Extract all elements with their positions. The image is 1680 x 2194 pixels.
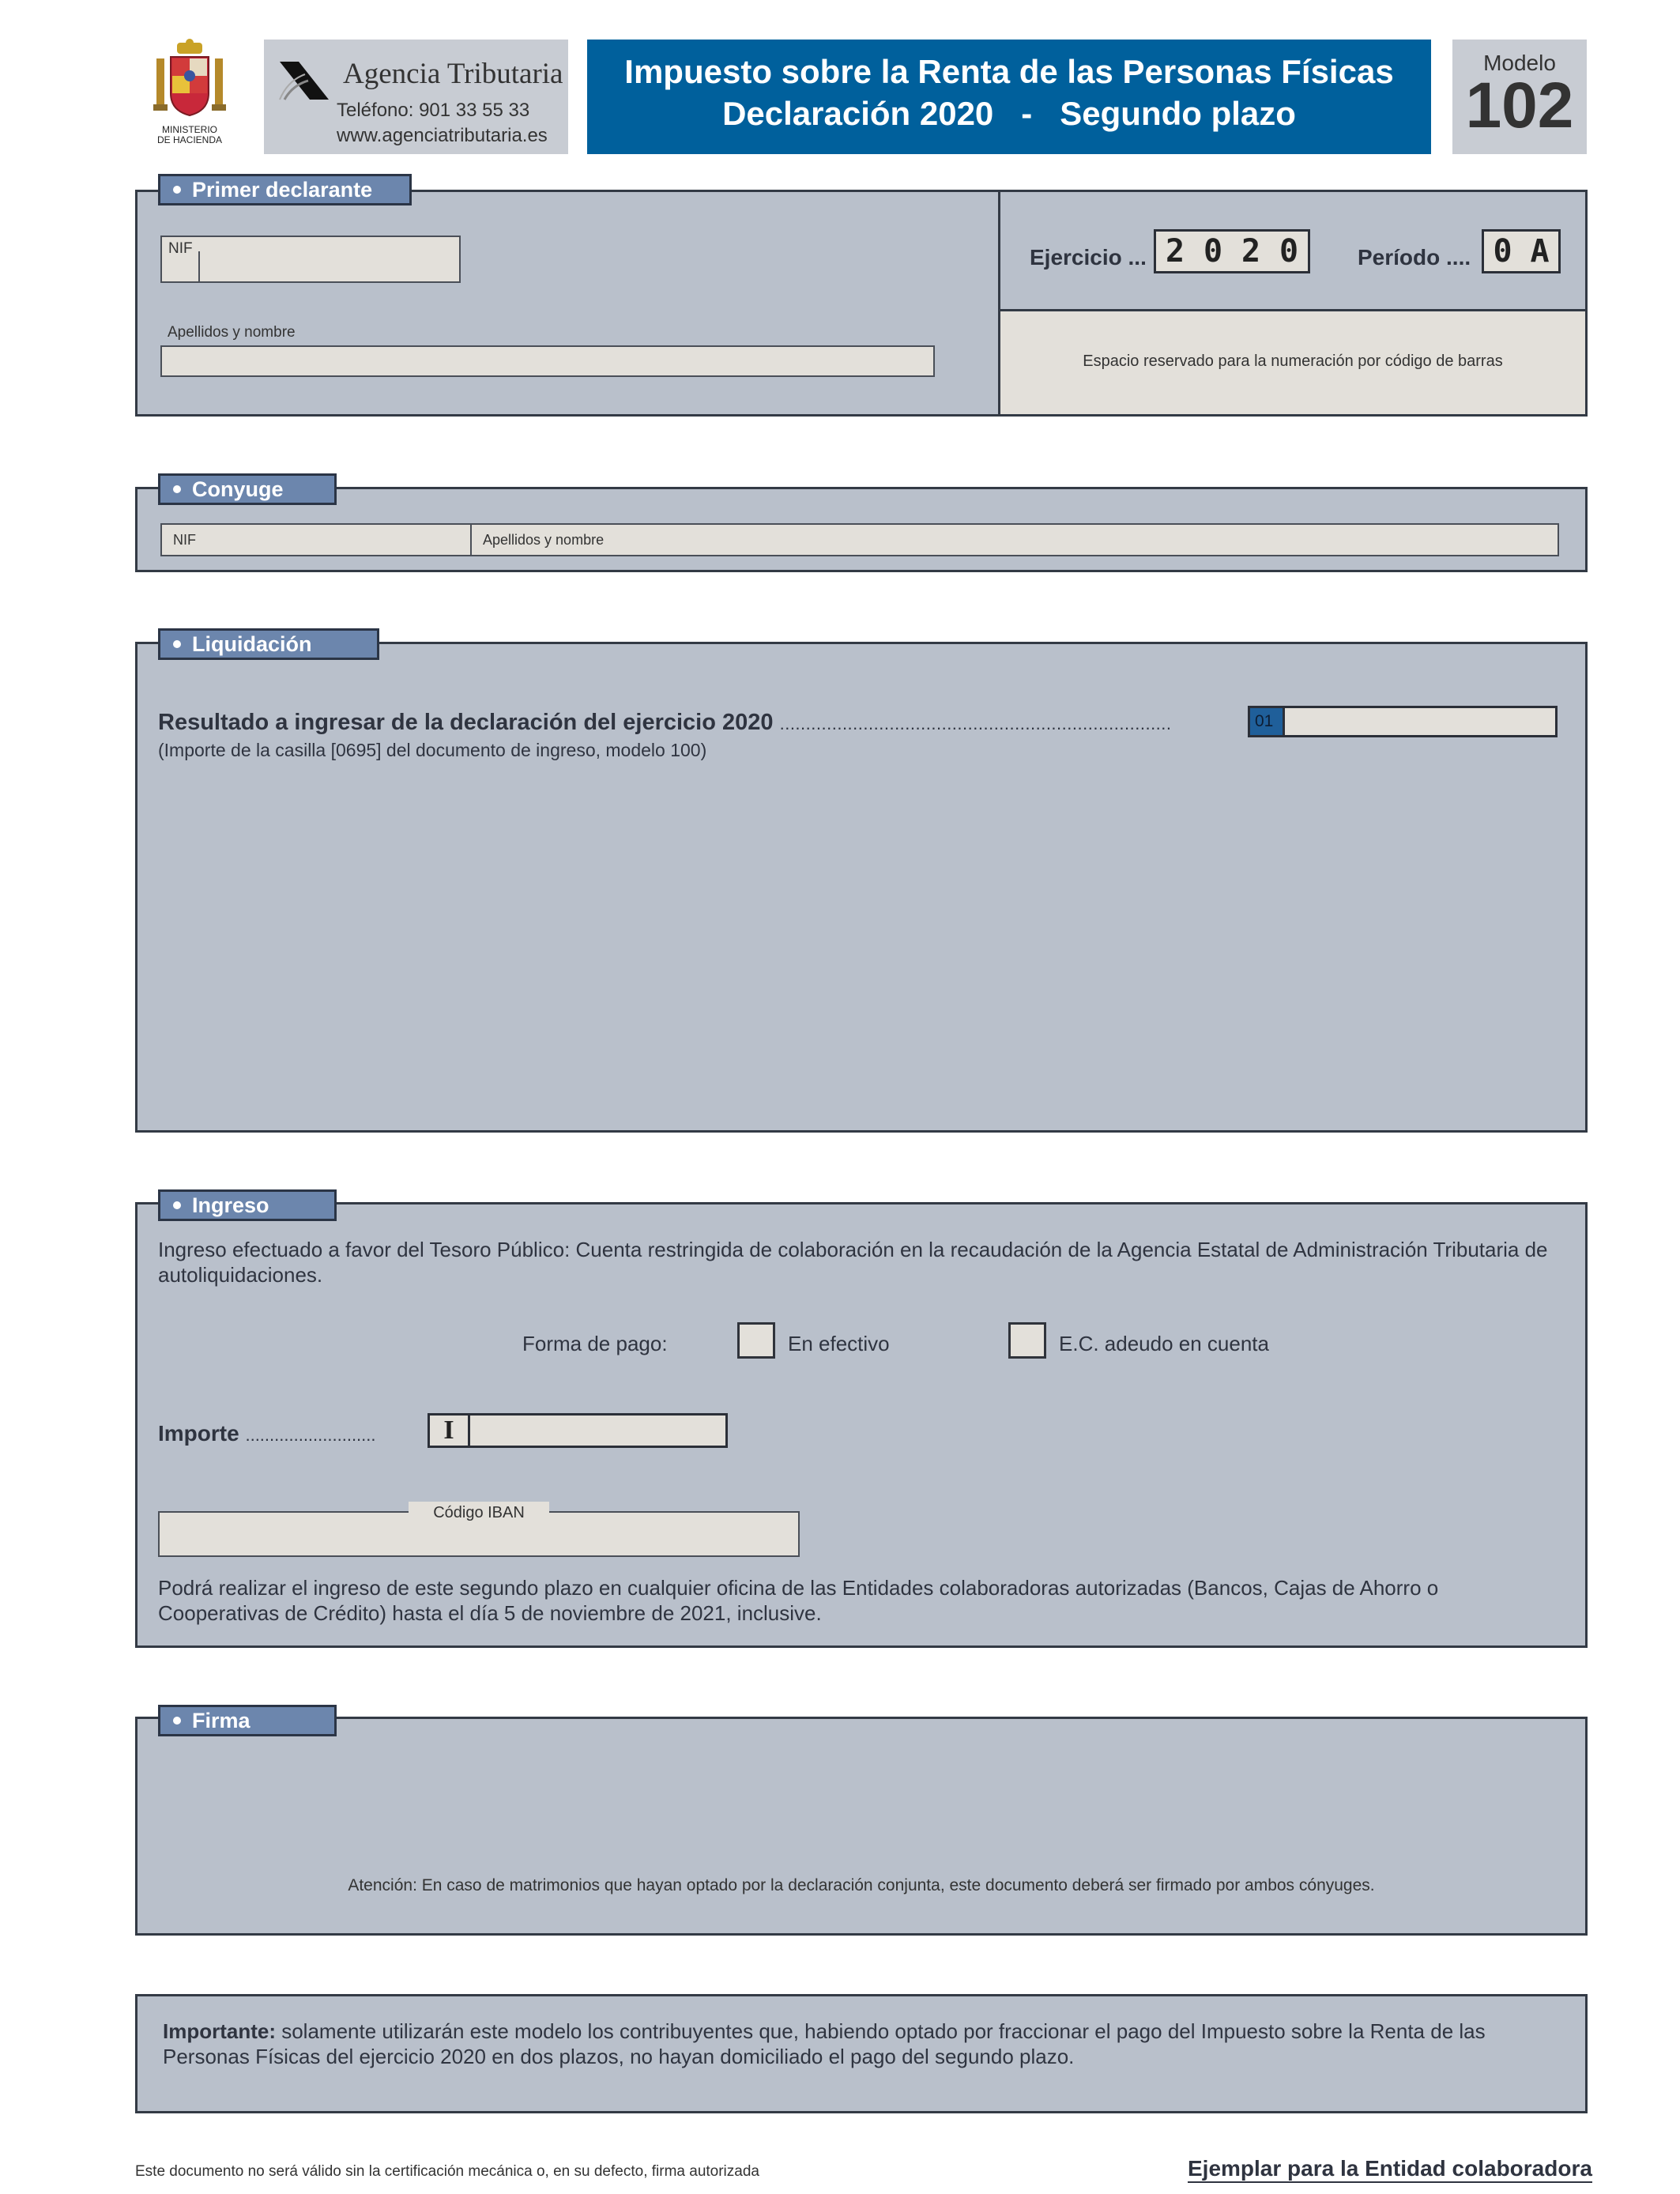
bullet-icon [173, 1717, 181, 1725]
ejercicio-label: Ejercicio ... [1030, 245, 1147, 270]
barcode-area [1000, 311, 1585, 414]
ejercicio-value [1154, 229, 1310, 273]
bullet-icon [173, 186, 181, 194]
footer-copy-label: Ejemplar para la Entidad colaboradora [1188, 2156, 1592, 2183]
conyuge-fields [160, 523, 1559, 556]
leader-dots: ........................................................................... [779, 714, 1172, 733]
form-title-line-1: Impuesto sobre la Renta de las Personas Físicas [624, 53, 1394, 90]
conyuge-apellidos-label: Apellidos y nombre [483, 532, 605, 548]
ingreso-intro: Ingreso efectuado a favor del Tesoro Público: Cuenta restringida de colaboración en la recaudación de la Agencia Estatal de Administración Tributaria de autoliquidaciones. [158, 1238, 1548, 1287]
form-title-line-2: Declaración 2020 - Segundo plazo [722, 95, 1296, 132]
section-tag-liquidacion [158, 628, 379, 660]
ejercicio-digit: 0 [1203, 233, 1223, 270]
agency-website: www.agenciatributaria.es [337, 125, 548, 146]
title-band [587, 40, 1431, 154]
conyuge-nif-label: NIF [173, 532, 196, 548]
section-title: Firma [192, 1709, 250, 1732]
ejercicio-digit: 0 [1279, 233, 1299, 270]
bullet-icon [173, 485, 181, 493]
section-title: Liquidación [192, 632, 312, 656]
section-title: Ingreso [192, 1193, 269, 1217]
section-tag-firma [158, 1705, 337, 1736]
importante-text [163, 2019, 1561, 2069]
section-tag-ingreso [158, 1189, 337, 1221]
periodo-digit: A [1530, 233, 1550, 270]
modelo-number: 102 [1465, 70, 1574, 141]
section-tag-conyuge [158, 473, 337, 505]
section-title: Conyuge [192, 477, 284, 501]
importe-code: I [430, 1416, 470, 1446]
ministry-line-1: MINISTERIO [161, 124, 217, 135]
periodo-digit: 0 [1493, 233, 1512, 270]
iban-label: Código IBAN [409, 1502, 549, 1524]
conyuge-nif-field[interactable] [162, 525, 472, 555]
box-code-01: 01 [1250, 708, 1285, 735]
agency-logo-icon [277, 57, 332, 104]
efectivo-checkbox[interactable] [737, 1322, 775, 1359]
nif-check-divider [198, 251, 200, 283]
coat-of-arms-logo [142, 38, 237, 125]
ingreso-note: Podrá realizar el ingreso de este segundo plazo en cualquier oficina de las Entidades colaboradoras autorizadas (Bancos, Cajas de Ahorro o Cooperativas de Crédito) hasta el día 5 de noviembre de 2021, inclusive. [158, 1576, 1439, 1625]
ministry-line-2: DE HACIENDA [156, 134, 222, 145]
resultado-note: (Importe de la casilla [0695] del documento de ingreso, modelo 100) [158, 740, 707, 760]
agency-box [264, 40, 568, 154]
forma-pago-label: Forma de pago: [522, 1332, 668, 1355]
adeudo-checkbox[interactable] [1008, 1322, 1046, 1359]
agency-phone: Teléfono: 901 33 55 33 [337, 100, 530, 121]
importante-panel [135, 1994, 1588, 2113]
periodo-value [1482, 229, 1561, 273]
importante-label: Importante: [163, 2019, 276, 2043]
resultado-label [158, 710, 1172, 736]
firma-signature-area[interactable] [158, 1747, 1565, 1865]
periodo-label: Período .... [1358, 245, 1471, 270]
bullet-icon [173, 640, 181, 648]
leader-dots: ........................... [245, 1425, 376, 1445]
adeudo-label: E.C. adeudo en cuenta [1059, 1332, 1269, 1355]
modelo-box [1452, 40, 1587, 154]
importante-body: solamente utilizarán este modelo los contribuyentes que, habiendo optado por fraccionar el pago del Impuesto sobre la Renta de las Personas Físicas del ejercicio 2020 en dos plazos, no hayan domiciliado el pago del segundo plazo. [163, 2019, 1486, 2068]
barcode-note: Espacio reservado para la numeración por código de barras [1083, 352, 1503, 370]
importe-label [158, 1421, 376, 1446]
apellidos-label: Apellidos y nombre [168, 324, 296, 341]
ejercicio-digit: 2 [1165, 233, 1185, 270]
ministry-name [142, 125, 237, 145]
apellidos-nombre-field[interactable] [160, 345, 935, 377]
resultado-text: Resultado a ingresar de la declaración del ejercicio 2020 [158, 710, 774, 735]
importe-field[interactable] [428, 1413, 728, 1448]
section-title: Primer declarante [192, 178, 373, 202]
firma-atencion: Atención: En caso de matrimonios que hayan optado por la declaración conjunta, este documento deberá ser firmado por ambos cónyuges. [348, 1876, 1375, 1894]
nif-field[interactable] [160, 236, 461, 283]
section-tag-primer-declarante [158, 174, 412, 205]
resultado-amount-field[interactable] [1248, 706, 1558, 737]
agency-name: Agencia Tributaria [343, 58, 563, 90]
ejercicio-digit: 2 [1241, 233, 1261, 270]
efectivo-label: En efectivo [788, 1332, 890, 1355]
importe-text: Importe [158, 1421, 239, 1446]
footer-validity: Este documento no será válido sin la certificación mecánica o, en su defecto, firma autorizada [135, 2163, 759, 2180]
nif-label: NIF [168, 240, 193, 257]
bullet-icon [173, 1201, 181, 1209]
modelo-label: Modelo [1483, 51, 1556, 75]
conyuge-apellidos-field[interactable] [472, 525, 1558, 555]
